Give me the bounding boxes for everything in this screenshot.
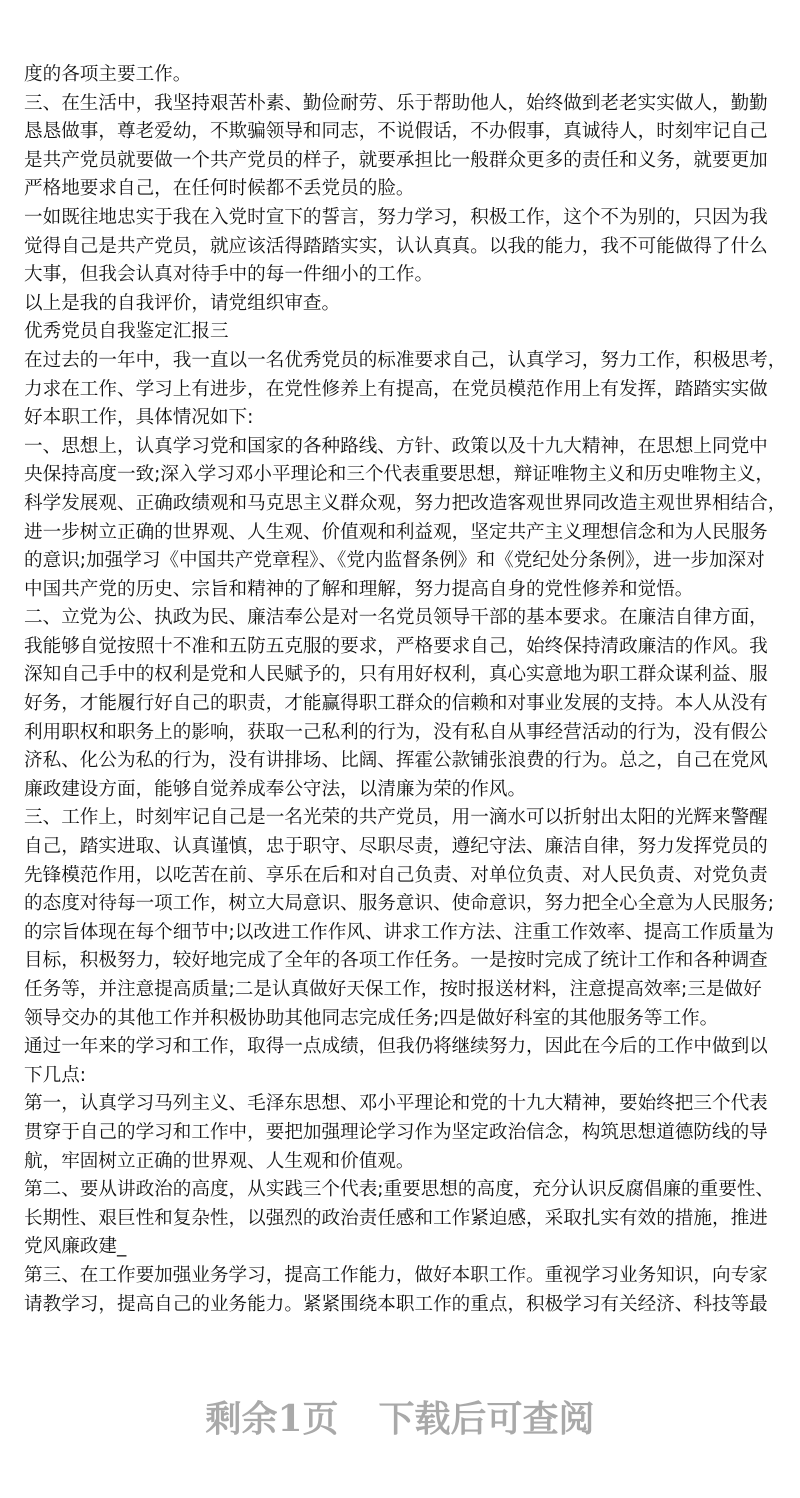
- text-line: 的宗旨体现在每个细节中;以改进工作作风、讲求工作方法、注重工作效率、提高工作质量为: [24, 921, 775, 943]
- text-line: 好本职工作，具体情况如下:: [24, 407, 254, 429]
- text-line: 通过一年来的学习和工作，取得一点成绩，但我仍将继续努力，因此在今后的工作中做到以: [24, 1036, 768, 1058]
- text-line: 深知自己手中的权利是党和人民赋予的，只有用好权利，真心实意地为职工群众谋利益、服: [24, 664, 768, 686]
- text-line: 请教学习，提高自己的业务能力。紧紧围绕本职工作的重点，积极学习有关经济、科技等最: [24, 1293, 768, 1315]
- text-line: 先锋模范作用，以吃苦在前、享乐在后和对自己负责、对单位负责、对人民负责、对党负责: [24, 864, 768, 886]
- text-line: 廉政建设方面，能够自觉养成奉公守法，以清廉为荣的作风。: [24, 778, 527, 800]
- text-line: 大事，但我会认真对待手中的每一件细小的工作。: [24, 264, 434, 286]
- text-line: 央保持高度一致;深入学习邓小平理论和三个代表重要思想，辩证唯物主义和历史唯物主义，: [24, 464, 775, 486]
- text-line: 中国共产党的历史、宗旨和精神的了解和理解，努力提高自身的党性修养和觉悟。: [24, 578, 694, 600]
- text-line: 严格地要求自己，在任何时候都不丢党员的脸。: [24, 178, 415, 200]
- text-line: 在过去的一年中，我一直以一名优秀党员的标准要求自己，认真学习，努力工作，积极思考，: [24, 349, 787, 371]
- text-line: 一如既往地忠实于我在入党时宣下的誓言，努力学习，积极工作，这个不为别的，只因为我: [24, 206, 768, 228]
- text-line: 进一步树立正确的世界观、人生观、价值观和利益观，坚定共产主义理想信念和为人民服务: [24, 521, 768, 543]
- text-line: 目标，积极努力，较好地完成了全年的各项工作任务。一是按时完成了统计工作和各种调查: [24, 950, 768, 972]
- text-line: 利用职权和职务上的影响，获取一己私利的行为，没有私自从事经营活动的行为，没有假公: [24, 721, 768, 743]
- text-line: 优秀党员自我鉴定汇报三: [24, 321, 229, 343]
- text-line: 第一，认真学习马列主义、毛泽东思想、邓小平理论和党的十九大精神，要始终把三个代表: [24, 1093, 768, 1115]
- text-line: 度的各项主要工作。: [24, 64, 192, 85]
- text-line: 好务，才能履行好自己的职责，才能赢得职工群众的信赖和对事业发展的支持。本人从没有: [24, 693, 768, 715]
- text-line: 二、立党为公、执政为民、廉洁奉公是对一名党员领导干部的基本要求。在廉洁自律方面，: [24, 607, 768, 629]
- text-line: 贯穿于自己的学习和工作中，要把加强理论学习作为坚定政治信念，构筑思想道德防线的导: [24, 1121, 768, 1143]
- text-line: 觉得自己是共产党员，就应该活得踏踏实实，认认真真。以我的能力，我不可能做得了什么: [24, 235, 768, 257]
- remaining-pages-text: 剩余1页: [205, 1398, 339, 1440]
- text-line: 第二、要从讲政治的高度，从实践三个代表;重要思想的高度，充分认识反腐倡廉的重要性、: [24, 1179, 775, 1201]
- text-line: 长期性、艰巨性和复杂性，以强烈的政治责任感和工作紧迫感，采取扎实有效的措施，推进: [24, 1207, 768, 1229]
- text-line: 下几点:: [24, 1064, 87, 1086]
- text-line: 第三、在工作要加强业务学习，提高工作能力，做好本职工作。重视学习业务知识，向专家: [24, 1264, 768, 1286]
- text-line: 的态度对待每一项工作，树立大局意识、服务意识、使命意识，努力把全心全意为人民服务;: [24, 893, 775, 915]
- text-line: 三、在生活中，我坚持艰苦朴素、勤俭耐劳、乐于帮助他人，始终做到老老实实做人，勤勤: [24, 92, 768, 114]
- text-line: 是共产党员就要做一个共产党员的样子，就要承担比一般群众更多的责任和义务，就要更加: [24, 149, 768, 171]
- text-line: 自己，踏实进取、认真谨慎，忠于职守、尽职尽责，遵纪守法、廉洁自律，努力发挥党员的: [24, 836, 768, 858]
- download-prompt[interactable]: [0, 1393, 800, 1445]
- text-line: 一、思想上，认真学习党和国家的各种路线、方针、政策以及十九大精神，在思想上同党中: [24, 435, 768, 457]
- text-line: 党风廉政建_: [24, 1236, 127, 1258]
- text-line: 力求在工作、学习上有进步，在党性修养上有提高，在党员模范作用上有发挥，踏踏实实做: [24, 378, 768, 400]
- text-line: 科学发展观、正确政绩观和马克思主义群众观，努力把改造客观世界同改造主观世界相结合，: [24, 492, 787, 514]
- text-line: 济私、化公为私的行为，没有讲排场、比阔、挥霍公款铺张浪费的行为。总之，自己在党风: [24, 750, 768, 772]
- text-line: 航，牢固树立正确的世界观、人生观和价值观。: [24, 1150, 415, 1172]
- text-line: 三、工作上，时刻牢记自己是一名光荣的共产党员，用一滴水可以折射出太阳的光辉来警醒: [24, 807, 768, 829]
- text-line: 我能够自觉按照十不准和五防五克服的要求，严格要求自己，始终保持清政廉洁的作风。我: [24, 635, 768, 657]
- text-line: 恳恳做事，尊老爱幼，不欺骗领导和同志，不说假话，不办假事，真诚待人，时刻牢记自己: [24, 121, 768, 143]
- document-body: [24, 61, 787, 1319]
- text-line: 领导交办的其他工作并积极协助其他同志完成任务;四是做好科室的其他服务等工作。: [24, 1007, 719, 1029]
- text-line: 的意识;加强学习《中国共产党章程》、《党内监督条例》和《党纪处分条例》，进一步加深对: [24, 550, 765, 572]
- text-line: 以上是我的自我评价，请党组织审查。: [24, 292, 341, 314]
- download-hint-text[interactable]: 下载后可查阅: [378, 1398, 595, 1440]
- text-line: 任务等，并注意提高质量;二是认真做好天保工作，按时报送材料，注意提高效率;三是做好: [24, 979, 762, 1000]
